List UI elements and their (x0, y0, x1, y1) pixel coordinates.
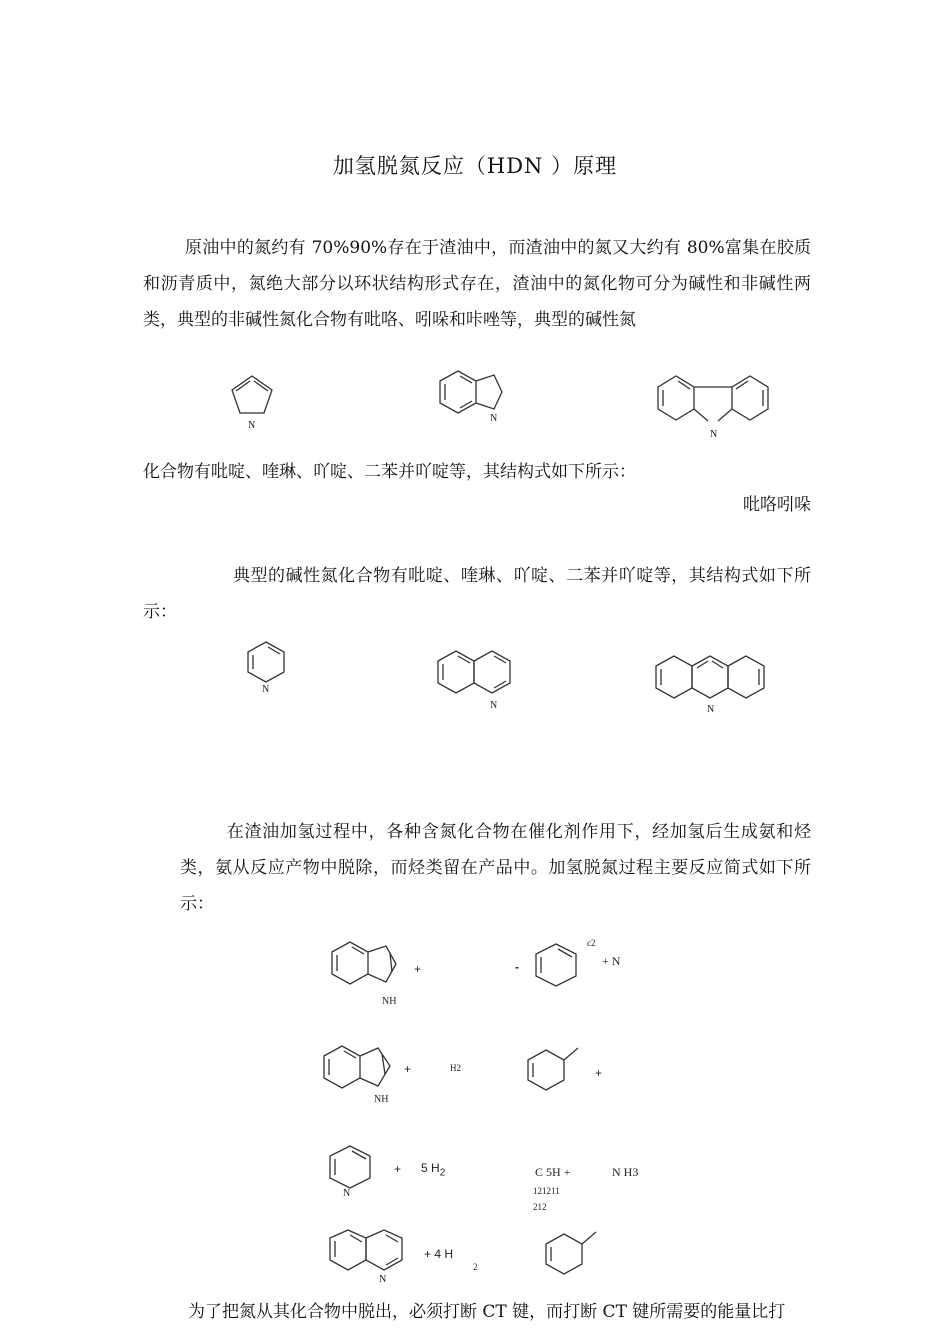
paragraph-ct-bond: 为了把氮从其化合物中脱出，必须打断 CT 键，而打断 CT 键所需要的能量比打 (188, 1302, 786, 1322)
quinoline-structure (432, 645, 527, 715)
reaction1-plus: + (414, 962, 422, 976)
paragraph-hdn-process (180, 814, 811, 922)
indole-n-label: N (490, 413, 498, 424)
paragraph-basic-nitrogen-continued: 化合物有吡啶、喹琳、吖啶、二苯并吖啶等，其结构式如下所示： (143, 462, 636, 482)
reaction4-subscript: 2 (473, 1262, 478, 1272)
acridine-n-label: N (707, 704, 715, 715)
reaction1-reactant (326, 938, 408, 1010)
reaction1-subscript: c2 (587, 938, 596, 948)
reaction1-right: + N (602, 954, 621, 968)
acridine-structure (650, 648, 780, 718)
reaction3-ammonia: N H3 (612, 1165, 639, 1179)
pyridine-structure (244, 638, 290, 696)
paragraph-hdn-text: 在渣油加氢过程中，各种含氮化合物在催化剂作用下，经加氢后生成氨和烃类，氨从反应产物中脱除，而烃类留在产品中。加氢脱氮过程主要反应简式如下所示： (180, 822, 811, 914)
reaction3-hydrogen (421, 1161, 445, 1178)
carbazole-structure (650, 365, 785, 440)
reaction4-n-label: N (379, 1274, 387, 1285)
reaction3-h-sub: 2 (439, 1167, 446, 1179)
reaction3-h-text: 5 H (421, 1161, 440, 1175)
reaction3-n-label: N (343, 1188, 351, 1199)
reaction3-reactant (326, 1142, 378, 1200)
reaction3-numbers-1: 121211 (533, 1186, 560, 1196)
reaction3-numbers-2: 212 (533, 1202, 547, 1212)
pyrrole-structure (222, 368, 282, 434)
reaction1-arrow: - (515, 960, 519, 974)
carbazole-n-label: N (710, 429, 718, 440)
reaction2-right: + (595, 1066, 603, 1080)
reaction3-product: C 5H + (535, 1165, 571, 1179)
reaction2-nh-label: NH (374, 1094, 389, 1105)
reaction1-nh-label: NH (382, 996, 397, 1007)
page-title: 加氢脱氮反应（HDN ）原理 (332, 154, 618, 178)
pyrrole-n-label: N (248, 420, 256, 431)
reaction2-h2: H2 (450, 1063, 461, 1073)
reaction4-reactant (324, 1230, 416, 1288)
paragraph-nitrogen-distribution: 原油中的氮约有 70%90%存在于渣油中，而渣油中的氮又大约有 80%富集在胶质和沥青质中，氮绝大部分以环状结构形式存在，渣油中的氮化物可分为碱性和非碱性两类，典型的非碱性氮化合物有吡咯、吲哚和咔唑等，典型的碱性氮 (143, 238, 811, 330)
reaction4-plus-hydrogen: + 4 H (424, 1247, 454, 1261)
reaction3-plus: + (394, 1162, 402, 1176)
indole-structure (432, 365, 532, 425)
reaction1-product-ring (530, 940, 586, 994)
reaction2-plus: + (404, 1062, 412, 1076)
quinoline-n-label: N (490, 700, 498, 711)
reaction2-reactant (318, 1040, 408, 1110)
structure-caption: 吡咯吲哚 (743, 495, 811, 515)
reaction4-product-toluene (540, 1228, 602, 1280)
paragraph-basic-nitrogen: 典型的碱性氮化合物有吡啶、喹琳、吖啶、二苯并吖啶等，其结构式如下所示： (143, 566, 811, 622)
reaction2-product-toluene (522, 1040, 584, 1098)
pyridine-n-label: N (262, 684, 270, 695)
